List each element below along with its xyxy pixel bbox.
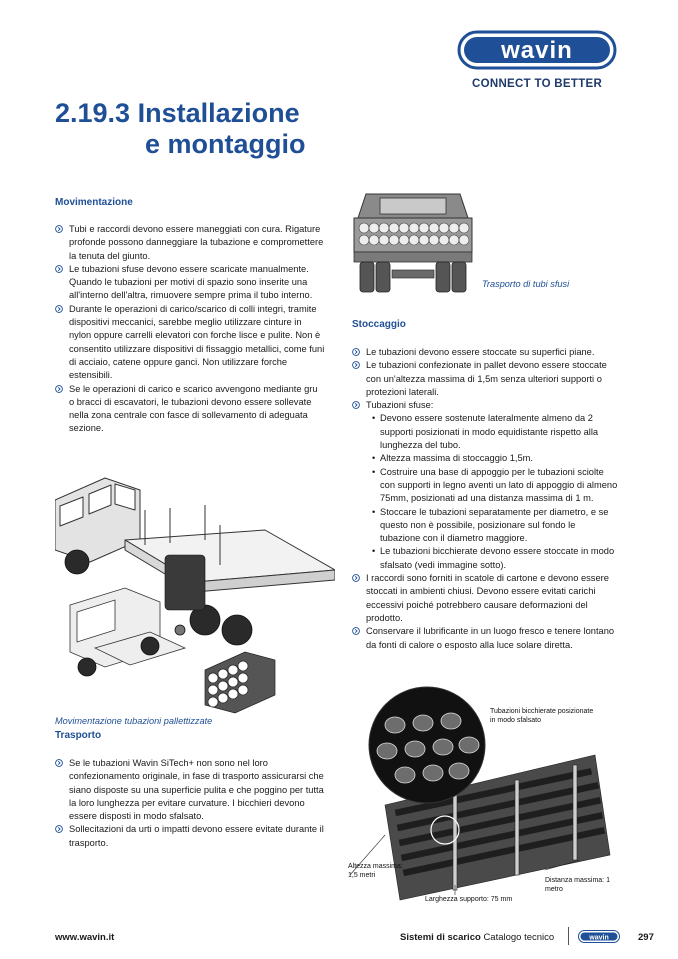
trasporto-heading: Trasporto [55,730,102,741]
footer-catalog [400,932,554,943]
bullet-arrow-icon [55,265,63,273]
footer-logo-text: wavin [589,934,609,942]
sfuse-sublist [366,412,618,572]
truck-caption: Trasporto di tubi sfusi [482,279,570,289]
movimentazione-heading: Movimentazione [55,197,133,208]
list-item: Durante le operazioni di carico/scarico di colli integri, tramite dispositivi meccanici, sarebbe meglio utilizzare cinture in nylon oppure carrelli elevatori con forche lisce e pulite. Non è consentito utilizzare dispositivi di fissaggio metallici, come funi di acciaio, catene oppure ganci. Non utilizzare forche estensibili. [55,303,325,383]
footer-catalog-bold: Sistemi di scarico [400,932,481,943]
bullet-arrow-icon [352,574,360,582]
stoccaggio-heading: Stoccaggio [352,319,406,330]
page-title-line1: 2.19.3 Installazione [55,98,300,128]
sub-list-item: • Altezza massima di stoccaggio 1,5m. [372,452,618,465]
label-bicchierate: Tubazioni bicchierate posizionate in modo sfalsato [490,708,594,724]
list-item: Le tubazioni confezionate in pallet devono essere stoccate con un'altezza massima di 1,5m senza ulteriori supporti o protezioni laterali. [352,359,618,399]
bullet-arrow-icon [55,759,63,767]
bullet-arrow-icon [352,401,360,409]
bullet-arrow-icon [352,627,360,635]
stoccaggio-list [352,346,618,652]
list-item: Conservare il lubrificante in un luogo fresco e tenere lontano da fonti di calore o esposto alla luce solare diretta. [352,625,618,652]
footer-url[interactable]: www.wavin.it [55,932,115,943]
page-number: 297 [638,932,654,943]
sub-list-item: • Devono essere sostenute lateralmente almeno da 2 supporti posizionati in modo equidistante rispetto alla lunghezza del tubo. [372,412,618,452]
footer-divider [568,927,569,945]
label-larghezza: Larghezza supporto: 75 mm [425,896,513,903]
list-item: Se le tubazioni Wavin SiTech+ non sono nel loro confezionamento originale, in fase di trasporto assicurarsi che siano disposte su una superficie pulita e che poggino per tutta la loro lunghezza per evitare curvature. I bicchieri devono essere disposti in modo sfalsato. [55,757,325,823]
forklift-caption: Movimentazione tubazioni pallettizzate [55,716,213,726]
trasporto-list [55,757,325,850]
footer-catalog-rest: Catalogo tecnico [483,932,555,943]
list-item: I raccordi sono forniti in scatole di cartone e devono essere stoccati in ambienti chiusi. Devono essere evitati carichi eccessivi poiché potrebbero causare deformazioni del prodotto. [352,572,618,625]
list-item: Tubazioni sfuse: • Devono essere sostenute lateralmente almeno da 2 supporti posizionati in modo equidistante rispetto alla lunghezza del tubo. • Altezza massima di stoccaggio 1,5m. • Costruire una base di appoggio per le tubazioni sciolte con supporti in legno aventi un lato di appoggio di almeno 75mm, posizionati ad una distanza massima di 1 m. • Stoccare le tubazioni separatamente per diametro, e se questo non è possibile, posizionare sul fondo le tubazione con il diametro maggiore. • Le tubazioni bicchierate devono essere stoccate in modo sfalsato (vedi immagine sotto). [352,399,618,572]
bullet-arrow-icon [352,361,360,369]
bullet-arrow-icon [55,825,63,833]
forklift-illustration [55,470,335,715]
sub-list-item: • Costruire una base di appoggio per le tubazioni sciolte con supporti in legno aventi un lato di appoggio di almeno 75mm, posizionati ad una distanza massima di 1 m. [372,466,618,506]
bullet-arrow-icon [55,225,63,233]
list-item: Tubi e raccordi devono essere maneggiati con cura. Rigature profonde possono danneggiare la tubazione e compromettere la tenuta del giunto. [55,223,325,263]
list-item: Le tubazioni sfuse devono essere scaricate manualmente. Quando le tubazioni per motivi di spazio sono inserite una all'interno dell'altra, rimuovere sempre prima il tubo interno. [55,263,325,303]
truck-rear-illustration [352,190,474,298]
bullet-arrow-icon [352,348,360,356]
page-title [55,98,335,160]
movimentazione-list [55,223,325,436]
logo-text: wavin [501,37,573,64]
bullet-arrow-icon [55,305,63,313]
sub-list-item: • Stoccare le tubazioni separatamente per diametro, e se questo non è possibile, posizionare sul fondo le tubazione con il diametro maggiore. [372,506,618,546]
list-item: Le tubazioni devono essere stoccate su superfici piane. [352,346,618,359]
page-title-line2: e montaggio [145,129,306,159]
wavin-logo [457,30,617,70]
sub-list-item: • Le tubazioni bicchierate devono essere stoccate in modo sfalsato (vedi immagine sotto). [372,545,618,572]
list-item: Sollecitazioni da urti o impatti devono essere evitate durante il trasporto. [55,823,325,850]
brand-tagline: CONNECT TO BETTER [472,78,603,90]
bullet-arrow-icon [55,385,63,393]
label-altezza: Altezza massima: 1,5 metri [348,863,403,879]
footer-wavin-logo [578,930,620,943]
label-distanza: Distanza massima: 1 metro [545,877,610,893]
list-item: Se le operazioni di carico e scarico avvengono mediante gru o bracci di escavatori, le tubazioni devono essere sollevate nella zona centrale con fasce di sollevamento di adeguata sezione. [55,383,325,436]
